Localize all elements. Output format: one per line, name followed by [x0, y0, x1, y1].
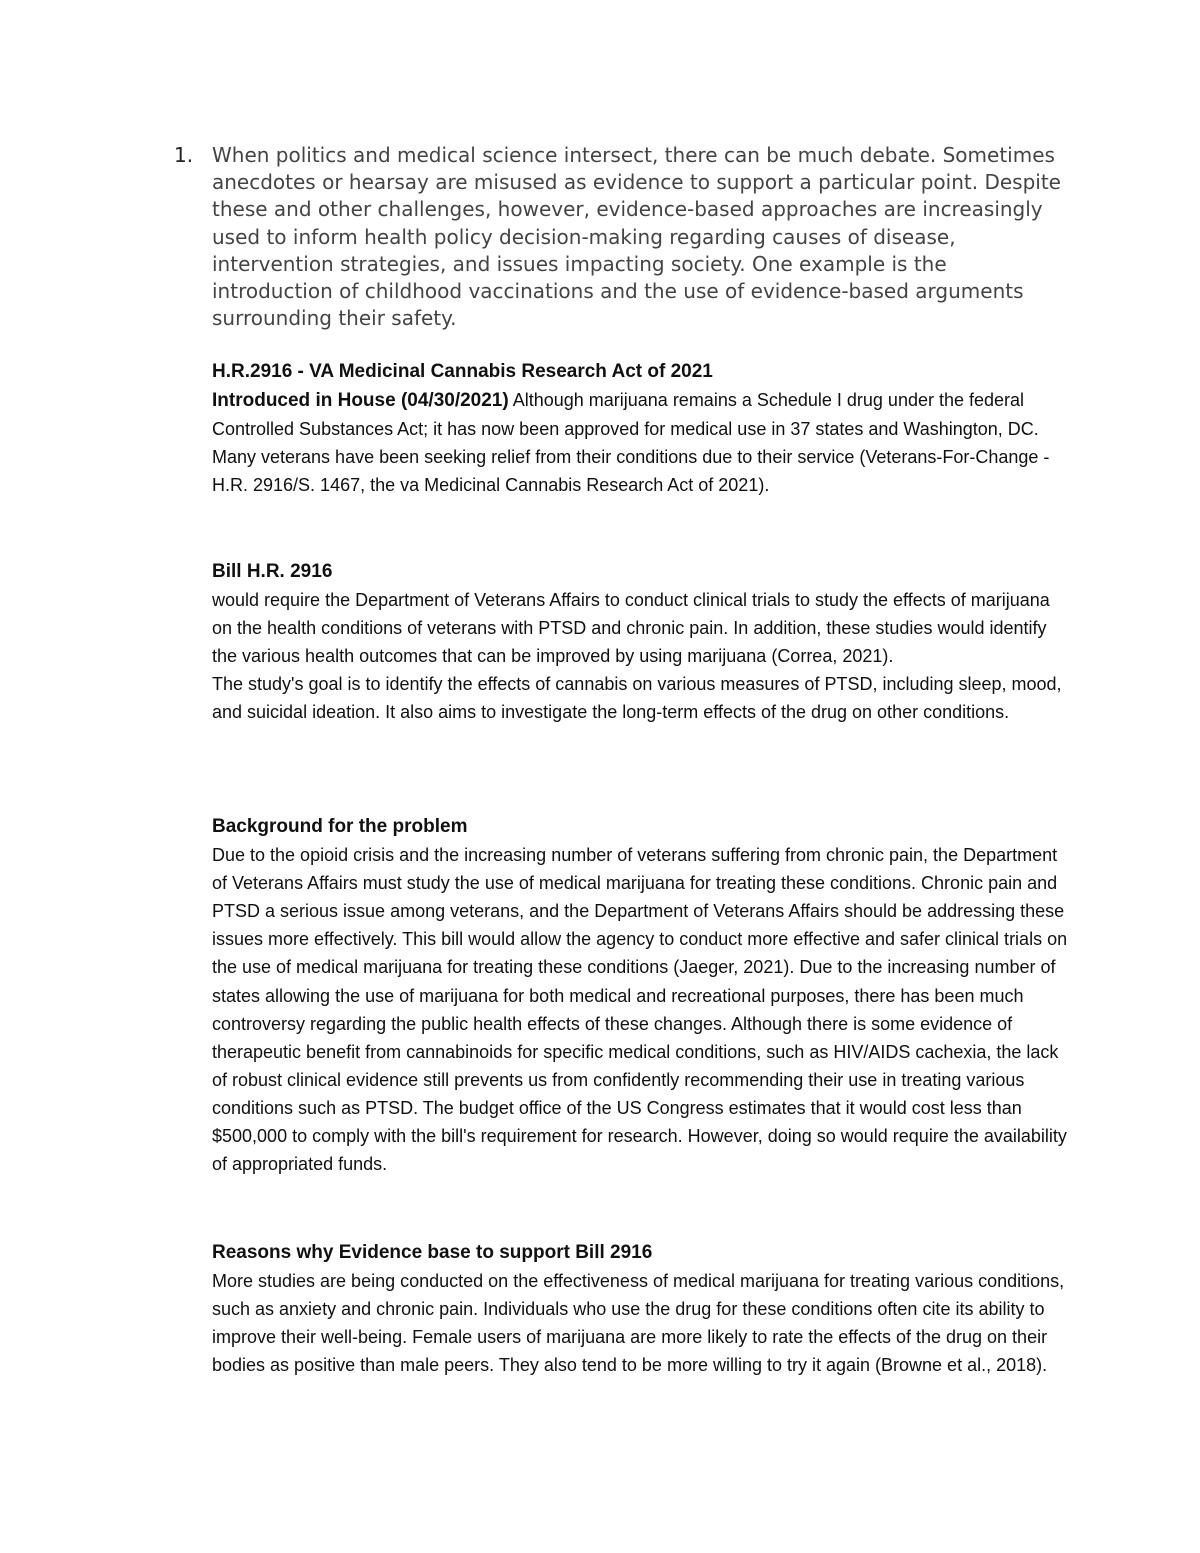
hr-2916-heading: H.R.2916 - VA Medicinal Cannabis Research Act of 2021 [212, 361, 713, 382]
list-number: 1. [174, 143, 194, 167]
bill-paragraph-2: The study's goal is to identify the effects of cannabis on various measures of PTSD, including sleep, mood, and suicidal ideation. It also aims to investigate the long-term effects of the drug on other conditions. [212, 674, 1062, 723]
intro-list-item [174, 142, 1074, 332]
reasons-section [212, 1239, 1072, 1379]
background-heading: Background for the problem [212, 816, 468, 837]
intro-paragraph: When politics and medical science intersect, there can be much debate. Sometimes anecdotes or hearsay are misused as evidence to support a particular point. Despite these and other challenges, however, evidence-based approaches are increasingly used to inform health policy decision-making regarding causes of disease, intervention strategies, and issues impacting society. One example is the introduction of childhood vaccinations and the use of evidence-based arguments surrounding their safety. [212, 143, 1061, 331]
reasons-paragraph: More studies are being conducted on the effectiveness of medical marijuana for treating various conditions, such as anxiety and chronic pain. Individuals who use the drug for these conditions often cite its ability to improve their well-being. Female users of marijuana are more likely to rate the effects of the drug on their bodies as positive than male peers. They also tend to be more willing to try it again (Browne et al., 2018). [212, 1271, 1065, 1376]
hr-2916-section [212, 358, 1072, 499]
hr-2916-paragraph [212, 386, 1072, 499]
bill-heading: Bill H.R. 2916 [212, 561, 333, 582]
bill-paragraph-1: would require the Department of Veterans Affairs to conduct clinical trials to study the effects of marijuana on the health conditions of veterans with PTSD and chronic pain. In addition, these studies would identify the various health outcomes that can be improved by using marijuana (Correa, 2021). [212, 590, 1050, 667]
hr-2916-text: Although marijuana remains a Schedule I drug under the federal Controlled Substances Act; it has now been approved for medical use in 37 states and Washington, DC. Many veterans have been seeking relief from their conditions due to their service (Veterans-For-Change - H.R. 2916/S. 1467, the va Medicinal Cannabis Research Act of 2021). [212, 390, 1050, 496]
bill-section [212, 558, 1072, 727]
background-paragraph: Due to the opioid crisis and the increasing number of veterans suffering from chronic pain, the Department of Veterans Affairs must study the use of medical marijuana for treating these conditions. Chronic pain and PTSD a serious issue among veterans, and the Department of Veterans Affairs should be addressing these issues more effectively. This bill would allow the agency to conduct more effective and safer clinical trials on the use of medical marijuana for treating these conditions (Jaeger, 2021). Due to the increasing number of states allowing the use of marijuana for both medical and recreational purposes, there has been much controversy regarding the public health effects of these changes. Although there is some evidence of therapeutic benefit from cannabinoids for specific medical conditions, such as HIV/AIDS cachexia, the lack of robust clinical evidence still prevents us from confidently recommending their use in treating various conditions such as PTSD. The budget office of the US Congress estimates that it would cost less than $500,000 to comply with the bill's requirement for research. However, doing so would require the availability of appropriated funds. [212, 845, 1068, 1175]
introduced-date-label: Introduced in House (04/30/2021) [212, 390, 509, 412]
reasons-heading: Reasons why Evidence base to support Bill 2916 [212, 1242, 653, 1263]
background-section [212, 813, 1072, 1178]
